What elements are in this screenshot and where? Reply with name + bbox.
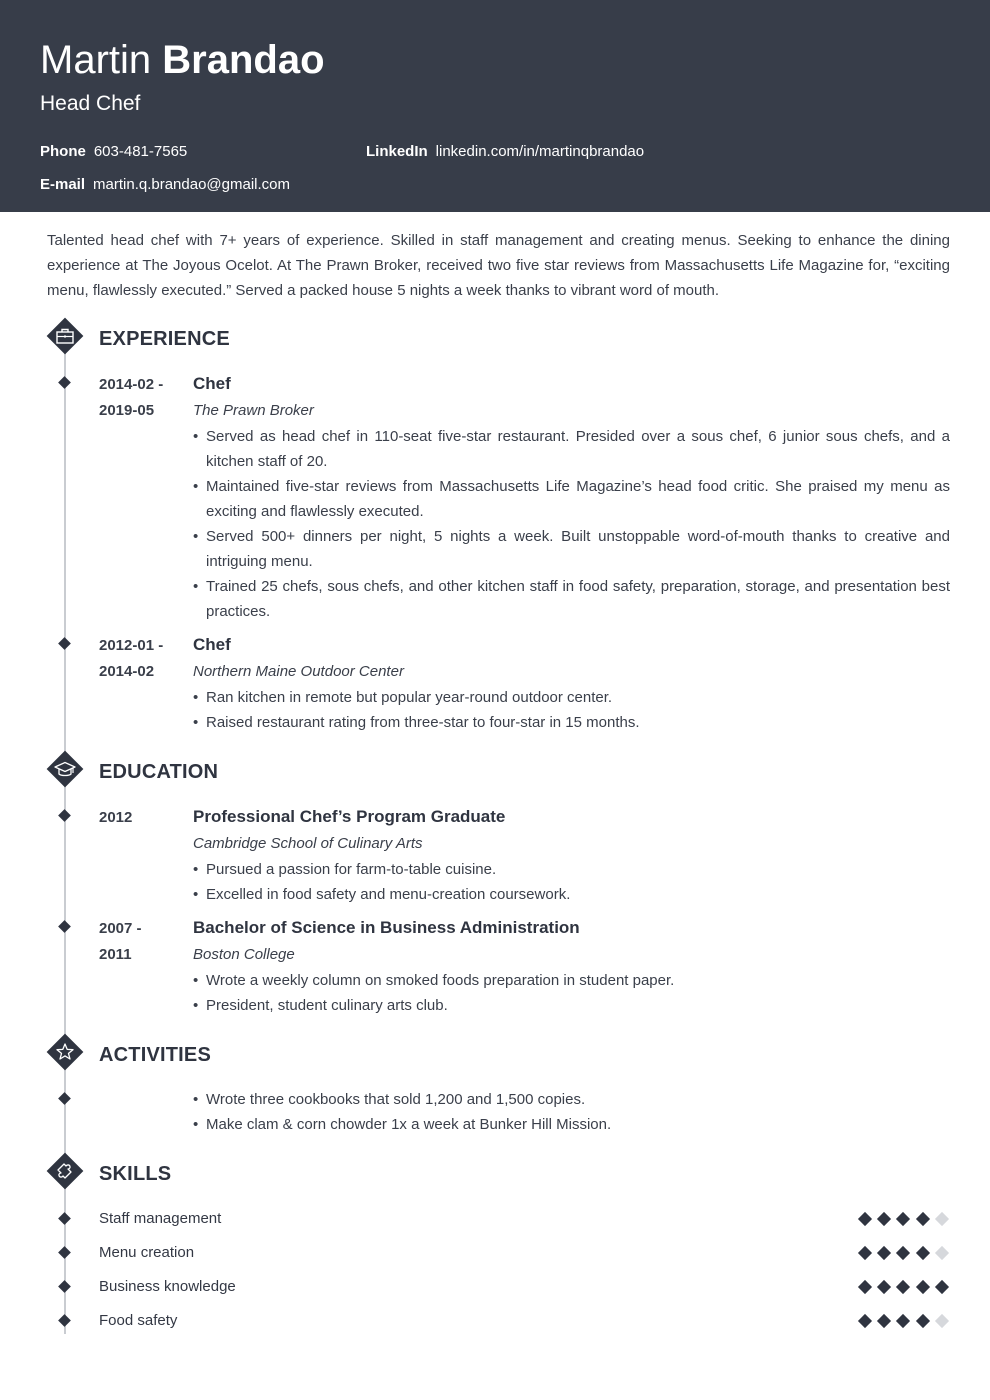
candidate-name: [40, 36, 325, 84]
timeline-dot: [58, 1212, 71, 1225]
bullet-item: • Wrote three cookbooks that sold 1,200 and 1,500 copies.: [193, 1087, 950, 1112]
entry-title: Bachelor of Science in Business Administration: [193, 918, 580, 937]
date-start: 2007 -: [99, 920, 142, 937]
timeline-dot: [58, 637, 71, 650]
entry-bullets: [193, 857, 950, 907]
entry-bullets: [193, 685, 950, 735]
rating-diamond-filled: [896, 1314, 910, 1328]
bullet-item: • Wrote a weekly column on smoked foods preparation in student paper.: [193, 968, 950, 993]
contact-phone: [40, 142, 187, 162]
timeline-dot: [58, 1280, 71, 1293]
rating-diamond-filled: [935, 1280, 949, 1294]
phone-value: 603-481-7565: [93, 143, 188, 160]
entry-organization: The Prawn Broker: [193, 402, 314, 419]
briefcase-icon: [44, 315, 86, 357]
rating-diamond-filled: [916, 1246, 930, 1260]
skill-rating: [858, 1279, 952, 1295]
bullet-item: • Trained 25 chefs, sous chefs, and other kitchen staff in food safety, preparation, storage, and presentation best practices.: [193, 574, 950, 624]
rating-diamond-empty: [935, 1246, 949, 1260]
linkedin-label: LinkedIn: [366, 143, 428, 160]
rating-diamond-filled: [877, 1280, 891, 1294]
graduation-cap-icon: [44, 748, 86, 790]
job-title: Head Chef: [40, 92, 141, 115]
linkedin-link[interactable]: linkedin.com/in/martinqbrandao: [435, 143, 645, 160]
skill-name: Menu creation: [99, 1244, 195, 1261]
timeline-dot: [58, 809, 71, 822]
rating-diamond-empty: [935, 1314, 949, 1328]
bullet-item: • President, student culinary arts club.: [193, 993, 950, 1018]
rating-diamond-empty: [935, 1212, 949, 1226]
timeline-dot: [58, 1092, 71, 1105]
bullet-item: • Served 500+ dinners per night, 5 nights a week. Built unstoppable word-of-mouth thanks to creative and intriguing menu.: [193, 524, 950, 574]
rating-diamond-filled: [896, 1246, 910, 1260]
section-title-skills: SKILLS: [99, 1163, 172, 1185]
timeline-dot: [58, 920, 71, 933]
contact-linkedin: [366, 142, 644, 162]
entry-date: [99, 916, 189, 968]
skill-name: Staff management: [99, 1210, 222, 1227]
contact-email: [40, 175, 290, 195]
resume-header: [0, 0, 990, 212]
email-link[interactable]: martin.q.brandao@gmail.com: [93, 176, 290, 193]
entry-bullets: [193, 968, 950, 1018]
profile-summary: Talented head chef with 7+ years of experience. Skilled in staff management and creating menus. Seeking to enhance the dining experience at The Joyous Ocelot. At The Prawn Broker, received two five star reviews from Massachusetts Life Magazine for, “exciting menu, flawlessly executed.” Served a packed house 5 nights a week thanks to vibrant word of mouth.: [47, 232, 950, 299]
star-icon: [44, 1031, 86, 1073]
last-name: Brandao: [162, 38, 325, 82]
rating-diamond-filled: [916, 1212, 930, 1226]
bullet-item: • Excelled in food safety and menu-creation coursework.: [193, 882, 950, 907]
rating-diamond-filled: [877, 1212, 891, 1226]
skill-rating: [858, 1245, 952, 1261]
bullet-item: • Maintained five-star reviews from Massachusetts Life Magazine’s head food critic. She praised my menu as exciting and flawlessly executed.: [193, 474, 950, 524]
skill-rating: [858, 1211, 952, 1227]
entry-organization: Northern Maine Outdoor Center: [193, 663, 404, 680]
rating-diamond-filled: [858, 1314, 872, 1328]
entry-title: Chef: [193, 635, 231, 654]
entry-date: [99, 805, 189, 831]
phone-label: Phone: [40, 143, 86, 160]
rating-diamond-filled: [916, 1280, 930, 1294]
entry-date: [99, 372, 189, 424]
section-title-experience: EXPERIENCE: [99, 328, 230, 350]
date-end: 2019-05: [99, 402, 155, 419]
entry-date: [99, 633, 189, 685]
rating-diamond-filled: [916, 1314, 930, 1328]
date-end: 2011: [99, 946, 132, 963]
first-name: Martin: [40, 38, 152, 82]
bullet-item: • Raised restaurant rating from three-star to four-star in 15 months.: [193, 710, 950, 735]
date-start: 2012-01 -: [99, 637, 164, 654]
entry-title: Professional Chef’s Program Graduate: [193, 807, 506, 826]
puzzle-icon: [44, 1150, 86, 1192]
rating-diamond-filled: [896, 1212, 910, 1226]
skill-rating: [858, 1313, 952, 1329]
rating-diamond-filled: [858, 1212, 872, 1226]
section-title-education: EDUCATION: [99, 761, 219, 783]
date-end: 2014-02: [99, 663, 155, 680]
bullet-item: • Ran kitchen in remote but popular year-round outdoor center.: [193, 685, 950, 710]
bullet-item: • Served as head chef in 110-seat five-star restaurant. Presided over a sous chef, 6 junior sous chefs, and a kitchen staff of 20.: [193, 424, 950, 474]
rating-diamond-filled: [858, 1246, 872, 1260]
timeline-dot: [58, 376, 71, 389]
entry-title: Chef: [193, 374, 231, 393]
rating-diamond-filled: [858, 1280, 872, 1294]
email-label: E-mail: [40, 176, 86, 193]
timeline-dot: [58, 1314, 71, 1327]
date-start: 2014-02 -: [99, 376, 164, 393]
bullet-item: • Make clam & corn chowder 1x a week at Bunker Hill Mission.: [193, 1112, 950, 1137]
entry-organization: Cambridge School of Culinary Arts: [193, 835, 423, 852]
entry-organization: Boston College: [193, 946, 295, 963]
date-start: 2012: [99, 809, 133, 826]
activity-bullets: [193, 1087, 950, 1137]
rating-diamond-filled: [877, 1246, 891, 1260]
skill-name: Food safety: [99, 1312, 178, 1329]
entry-bullets: [193, 424, 950, 624]
timeline-dot: [58, 1246, 71, 1259]
bullet-item: • Pursued a passion for farm-to-table cuisine.: [193, 857, 950, 882]
rating-diamond-filled: [896, 1280, 910, 1294]
rating-diamond-filled: [877, 1314, 891, 1328]
skill-name: Business knowledge: [99, 1278, 236, 1295]
section-title-activities: ACTIVITIES: [99, 1044, 212, 1066]
